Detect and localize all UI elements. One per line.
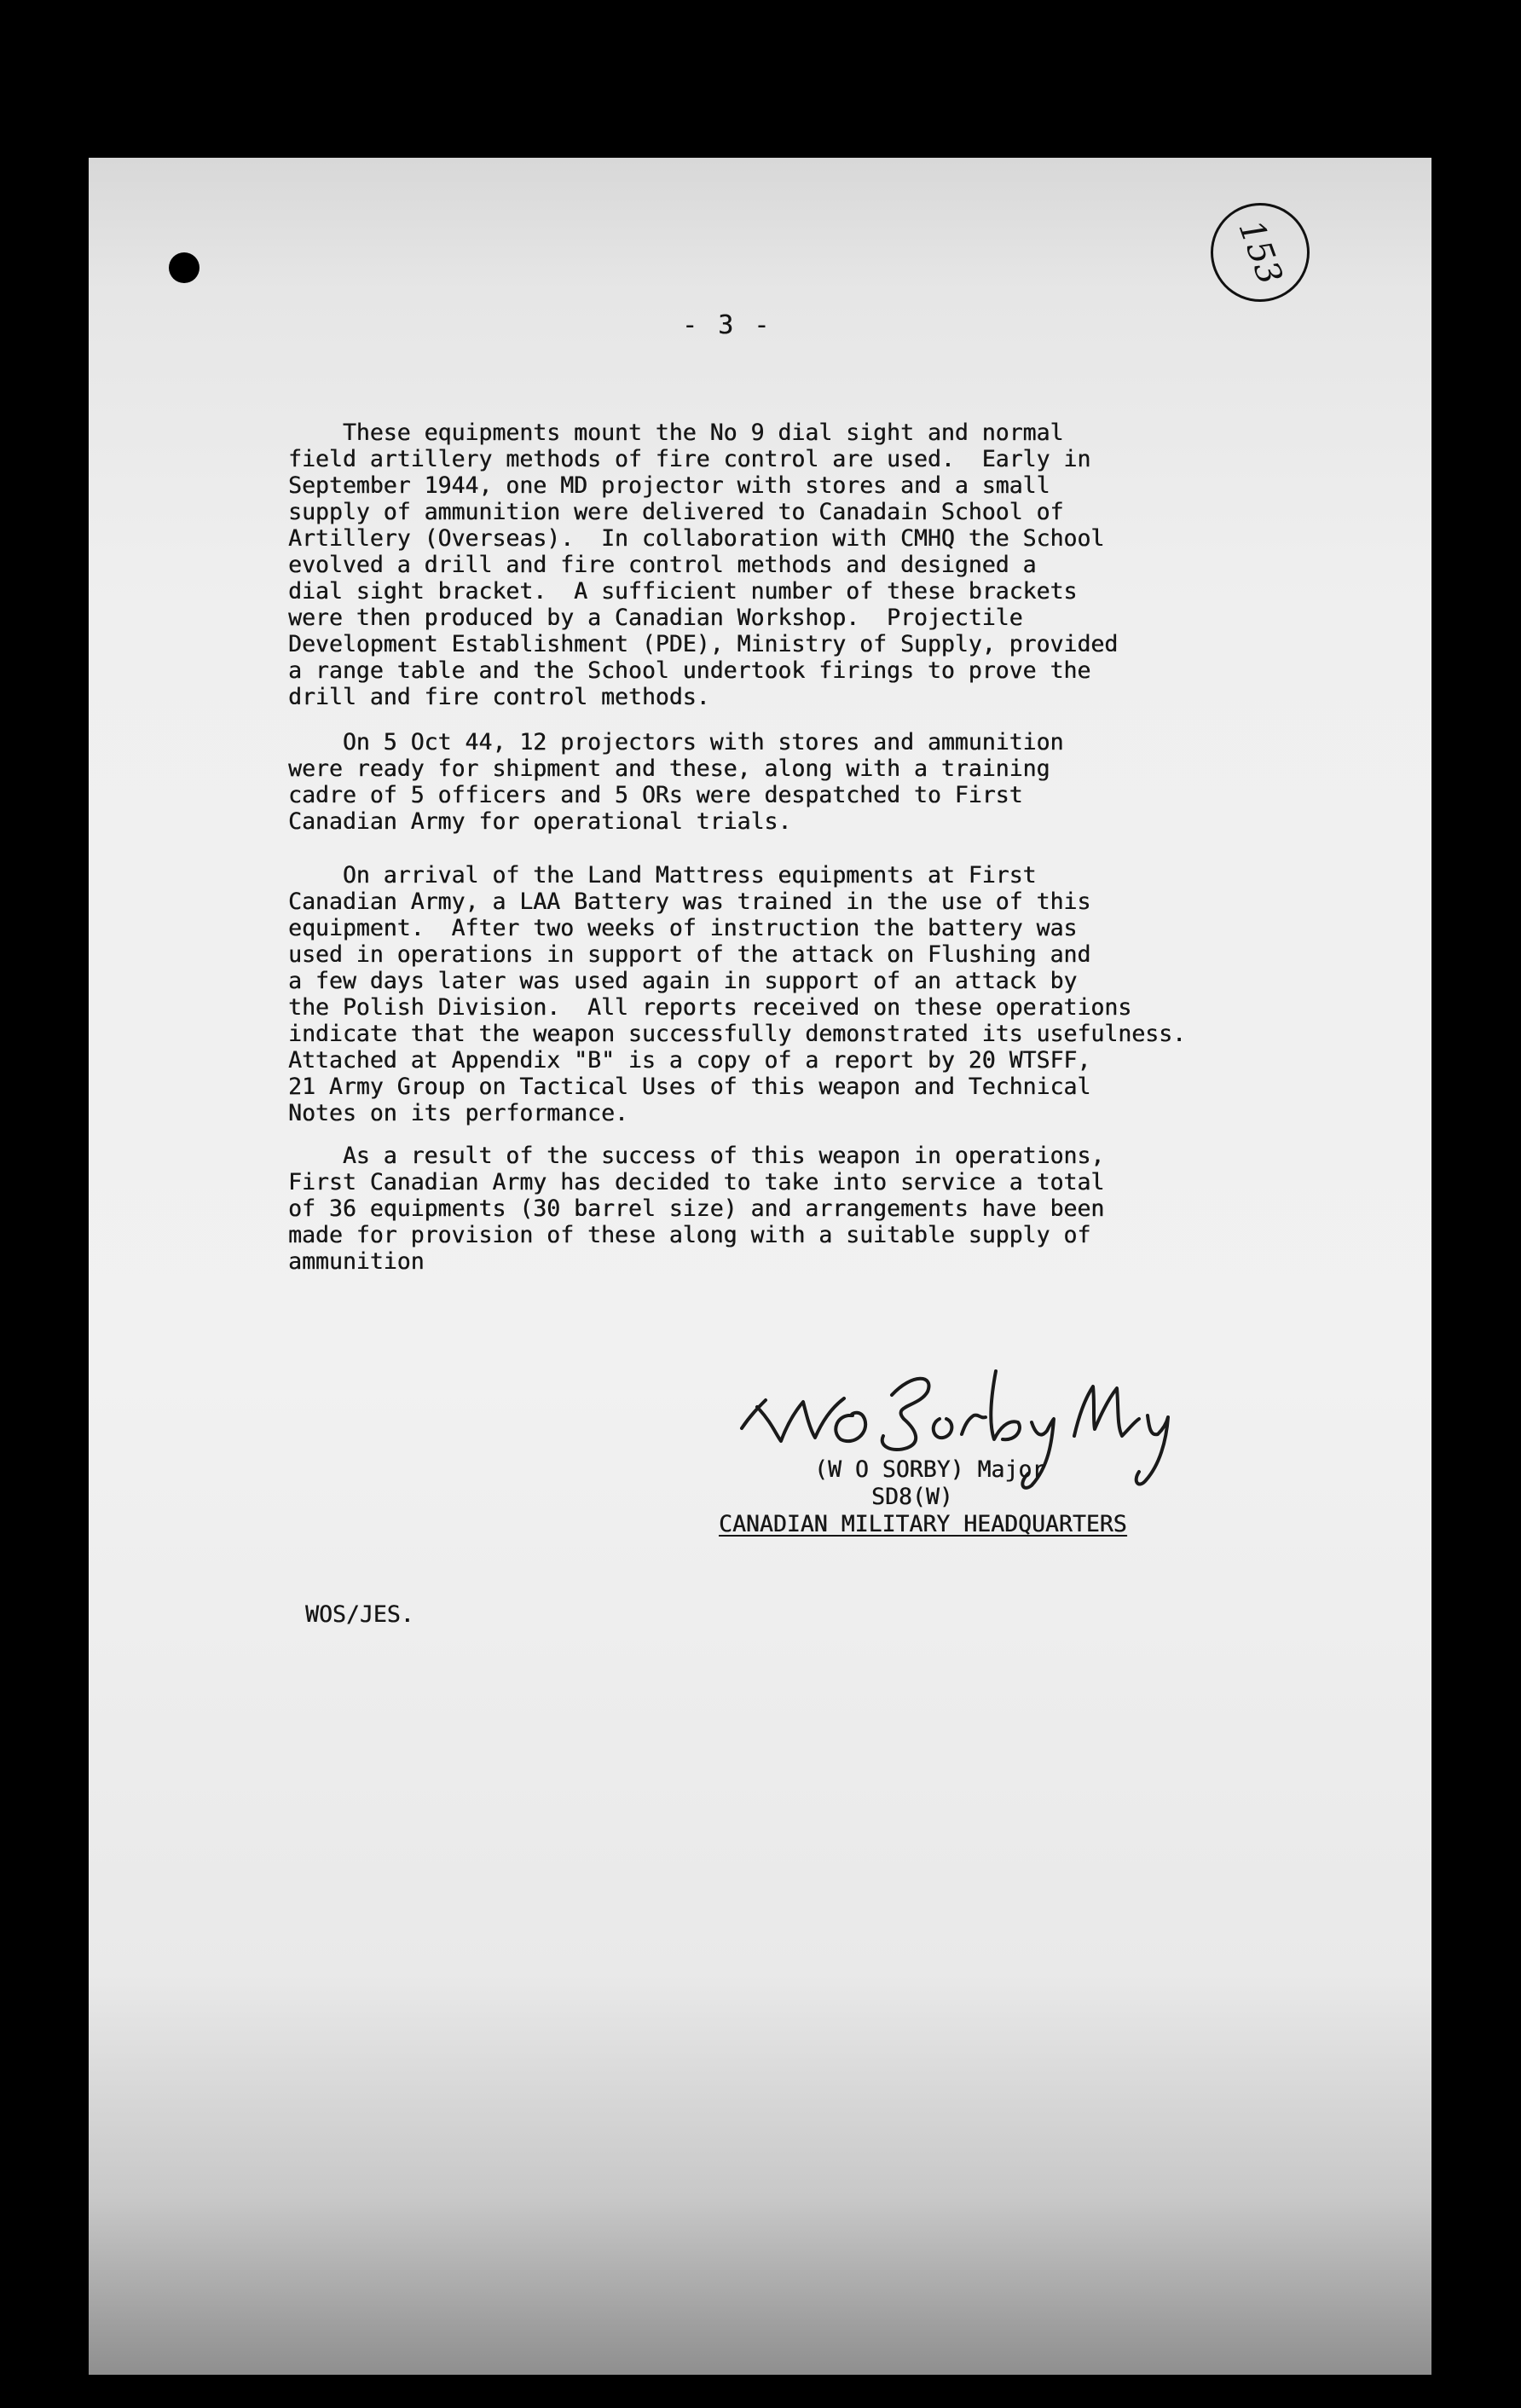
folio-number: 153 bbox=[1230, 215, 1290, 290]
signatory-name: (W O SORBY) Major bbox=[814, 1456, 1046, 1483]
paragraph-2: On 5 Oct 44, 12 projectors with stores and ammunition were ready for shipment and these, along with a training cadre of 5 officers and 5 ORs were despatched to First Canadian Army for operational trials. bbox=[288, 729, 1064, 835]
page-number: - 3 - bbox=[682, 310, 772, 340]
paragraph-3: On arrival of the Land Mattress equipments at First Canadian Army, a LAA Battery was trained in the use of this equipment. After two weeks of instruction the battery was used in operations in support of the attack on Flushing and a few days later was used again in support of an attack by the Polish Division. All reports received on these operations indicate that the weapon successfully demonstrated its usefulness. Attached at Appendix "B" is a copy of a report by 20 WTSFF, 21 Army Group on Tactical Uses of this weapon and Technical Notes on its performance. bbox=[288, 862, 1186, 1126]
paragraph-4: As a result of the success of this weapon in operations, First Canadian Army has decided to take into service a total of 36 equipments (30 barrel size) and arrangements have been made for provision of these along with a suitable supply of ammunition bbox=[288, 1143, 1105, 1275]
punch-hole bbox=[169, 252, 200, 283]
reference-initials: WOS/JES. bbox=[305, 1601, 414, 1628]
signatory-organization: CANADIAN MILITARY HEADQUARTERS bbox=[719, 1511, 1127, 1537]
paragraph-1: These equipments mount the No 9 dial sight and normal field artillery methods of fire control are used. Early in September 1944, one MD projector with stores and a small supply of ammunition were delivered to Canadain School of Artillery (Overseas). In collaboration with CMHQ the School evolved a drill and fire control methods and designed a dial sight bracket. A sufficient number of these brackets were then produced by a Canadian Workshop. Projectile Development Establishment (PDE), Ministry of Supply, provided a range table and the School undertook firings to prove the drill and fire control methods. bbox=[288, 420, 1119, 710]
signatory-unit: SD8(W) bbox=[871, 1484, 953, 1510]
